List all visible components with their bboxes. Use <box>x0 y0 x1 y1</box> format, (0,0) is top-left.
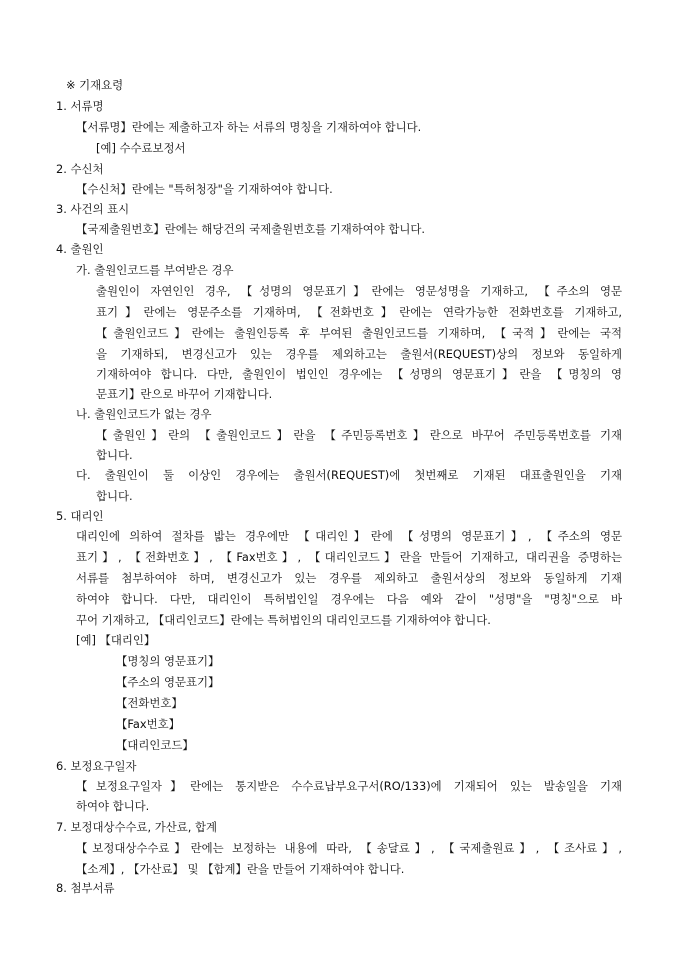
section-5-heading: 5. 대리인 <box>56 509 104 523</box>
section-1-line: 【서류명】란에는 제출하고자 하는 서류의 명칭을 기재하여야 합니다. <box>76 120 422 134</box>
section-4c-line: 합니다. <box>96 489 133 503</box>
section-8-heading: 8. 첨부서류 <box>56 881 115 895</box>
section-2-line: 【수신처】란에는 "특허청장"을 기재하여야 합니다. <box>76 182 333 196</box>
section-4-heading: 4. 출원인 <box>56 242 104 256</box>
section-4a-line: 을 기재하되, 변경신고가 있는 경우를 제외하고는 출원서(REQUEST)상의 정보와 동일하게 <box>96 347 622 361</box>
section-7-heading: 7. 보정대상수수료, 가산료, 합계 <box>56 820 218 834</box>
section-4c-heading: 다. 출원인이 둘 이상인 경우에는 출원서(REQUEST)에 첫번째로 기재된 대표출원인을 기재 <box>76 468 622 482</box>
section-5-line: 서류를 첨부하여야 하며, 변경신고가 있는 경우를 제외하고 출원서상의 정보와 동일하게 기재 <box>76 571 622 585</box>
section-4a-line: 출원인이 자연인인 경우, 【성명의 영문표기】란에는 영문성명을 기재하고, 【주소의 영문 <box>96 284 622 298</box>
section-7-line: 【소계】, 【가산료】 및 【합계】란을 만들어 기재하여야 합니다. <box>76 862 405 876</box>
section-5-example-item: 【전화번호】 <box>116 696 183 710</box>
section-5-line: 대리인에 의하여 절차를 밟는 경우에만 【대리인】란에 【성명의 영문표기】, 【주소의 영문 <box>76 529 622 543</box>
section-6-line: 하여야 합니다. <box>76 799 150 813</box>
section-5-line: 표기】, 【전화번호】, 【Fax번호】, 【대리인코드】란을 만들어 기재하고, 대리권을 증명하는 <box>76 550 622 564</box>
section-1-example: [예] 수수료보정서 <box>96 141 186 155</box>
section-4b-heading: 나. 출원인코드가 없는 경우 <box>76 407 212 421</box>
section-3-line: 【국제출원번호】란에는 해당건의 국제출원번호를 기재하여야 합니다. <box>76 222 425 236</box>
section-4a-heading: 가. 출원인코드를 부여받은 경우 <box>76 263 234 277</box>
section-5-example-item: 【명칭의 영문표기】 <box>116 654 220 668</box>
section-4b-line: 【출원인】란의 【출원인코드】란을 【주민등록번호】란으로 바꾸어 주민등록번호를 기재 <box>96 428 622 442</box>
section-4a-line: 【출원인코드】란에는 출원인등록 후 부여된 출원인코드를 기재하며, 【국적】란에는 국적 <box>96 326 622 340</box>
section-1-heading: 1. 서류명 <box>56 99 104 113</box>
notes-title: ※ 기재요령 <box>66 78 124 92</box>
section-5-example-label: [예] 【대리인】 <box>76 633 156 647</box>
section-5-line: 꾸어 기재하고, 【대리인코드】란에는 특허법인의 대리인코드를 기재하여야 합니다. <box>76 613 491 627</box>
section-2-heading: 2. 수신처 <box>56 162 104 176</box>
section-4b-line: 합니다. <box>96 448 133 462</box>
section-4a-line: 문표기】란으로 바꾸어 기재합니다. <box>96 387 273 401</box>
section-5-example-item: 【Fax번호】 <box>116 717 181 731</box>
section-7-line: 【보정대상수수료】란에는 보정하는 내용에 따라, 【송달료】, 【국제출원료】, 【조사료】, <box>76 841 622 855</box>
section-4a-line: 표기】란에는 영문주소를 기재하며, 【전화번호】란에는 연락가능한 전화번호를 기재하고, <box>96 305 622 319</box>
section-6-line: 【보정요구일자】란에는 통지받은 수수료납부요구서(RO/133)에 기재되어 있는 발송일을 기재 <box>76 779 622 793</box>
section-4a-line: 기재하여야 합니다. 다만, 출원인이 법인인 경우에는 【성명의 영문표기】란을 【명칭의 영 <box>96 367 622 381</box>
section-5-example-item: 【주소의 영문표기】 <box>116 675 220 689</box>
section-6-heading: 6. 보정요구일자 <box>56 759 137 773</box>
section-5-example-item: 【대리인코드】 <box>116 738 194 752</box>
section-3-heading: 3. 사건의 표시 <box>56 202 130 216</box>
section-5-line: 하여야 합니다. 다만, 대리인이 특허법인일 경우에는 다음 예와 같이 "성명"을 "명칭"으로 바 <box>76 592 622 606</box>
